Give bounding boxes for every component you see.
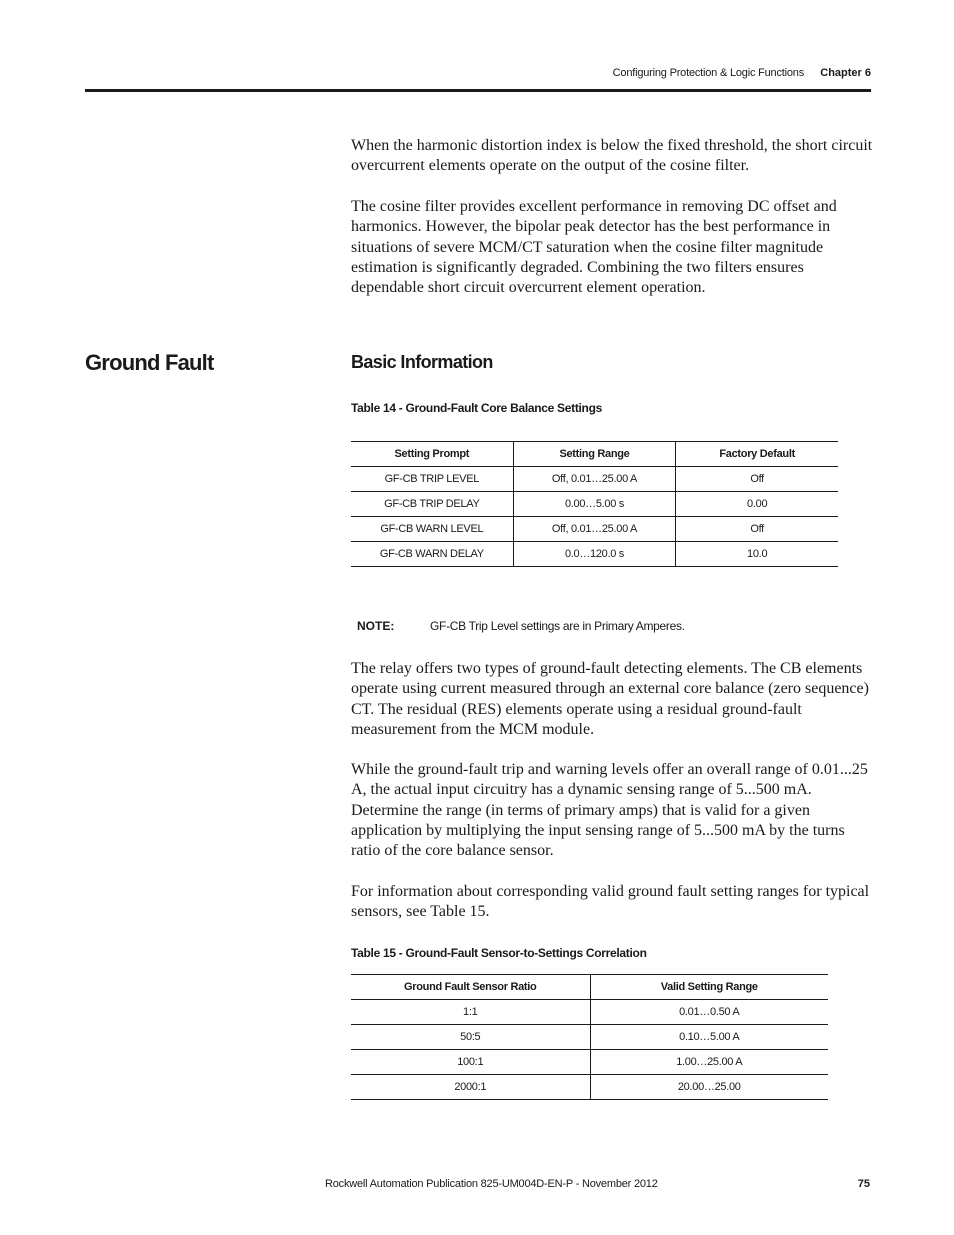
table-header-row xyxy=(351,442,838,467)
note-text: GF-CB Trip Level settings are in Primary Amperes. xyxy=(430,619,685,633)
table-row xyxy=(351,1050,828,1075)
body-paragraph: The relay offers two types of ground-fault detecting elements. The CB elements operate using current measured through an external core balance (zero sequence) CT. The residual (RES) elements operate using a residual ground-fault measurement from the MCM module. xyxy=(351,660,869,738)
table-cell: GF-CB WARN LEVEL xyxy=(351,517,513,542)
table-cell: Off, 0.01…25.00 A xyxy=(513,467,676,492)
section-title: Ground Fault xyxy=(85,350,214,375)
table-cell: Off, 0.01…25.00 A xyxy=(513,517,676,542)
table-row xyxy=(351,1075,828,1100)
ground-fault-sensor-settings-table xyxy=(351,974,828,1100)
table-header-cell: Ground Fault Sensor Ratio xyxy=(351,975,590,1000)
table-row xyxy=(351,1000,828,1025)
table15-caption: Table 15 - Ground-Fault Sensor-to-Settings Correlation xyxy=(351,946,647,960)
note-label: NOTE: xyxy=(357,619,395,633)
running-header-section: Configuring Protection & Logic Functions xyxy=(612,67,804,79)
table-cell: 50:5 xyxy=(351,1025,590,1050)
page-number: 75 xyxy=(857,1178,870,1190)
running-header-chapter: Chapter 6 xyxy=(820,67,871,79)
table-cell: GF-CB TRIP DELAY xyxy=(351,492,513,517)
footer-publication: Rockwell Automation Publication 825-UM004D-EN-P - November 2012 xyxy=(325,1178,658,1190)
table-row xyxy=(351,492,838,517)
table-cell: Off xyxy=(676,467,838,492)
table-header-cell: Factory Default xyxy=(676,442,838,467)
header-rule xyxy=(85,89,871,92)
intro-paragraph: The cosine filter provides excellent performance in removing DC offset and harmonics. However, the bipolar peak detector has the best performance in situations of severe MCM/CT saturation when the cosine filter magnitude estimation is significantly degraded. Combining the two filters ensures dependable short circuit overcurrent element operation. xyxy=(351,198,837,297)
subsection-title: Basic Information xyxy=(351,352,493,372)
ground-fault-core-balance-table xyxy=(351,441,838,567)
table-cell: 0.00…5.00 s xyxy=(513,492,676,517)
table-header-cell: Setting Prompt xyxy=(351,442,513,467)
body-paragraph: For information about corresponding valid ground fault setting ranges for typical sensors, see Table 15. xyxy=(351,883,870,921)
table-cell: 0.00 xyxy=(676,492,838,517)
table14-caption: Table 14 - Ground-Fault Core Balance Settings xyxy=(351,401,602,415)
table-cell: 100:1 xyxy=(351,1050,590,1075)
table-cell: 2000:1 xyxy=(351,1075,590,1100)
table-header-row xyxy=(351,975,828,1000)
table-header-cell: Setting Range xyxy=(513,442,676,467)
table-cell: 20.00…25.00 xyxy=(590,1075,828,1100)
intro-paragraph: When the harmonic distortion index is below the fixed threshold, the short circuit overcurrent elements operate on the output of the cosine filter. xyxy=(351,137,873,175)
table-row xyxy=(351,542,838,567)
table-row xyxy=(351,1025,828,1050)
table-cell: 0.01…0.50 A xyxy=(590,1000,828,1025)
table-cell: GF-CB WARN DELAY xyxy=(351,542,513,567)
table-cell: 0.0…120.0 s xyxy=(513,542,676,567)
table-cell: 1:1 xyxy=(351,1000,590,1025)
table-header-cell: Valid Setting Range xyxy=(590,975,828,1000)
table-cell: 0.10…5.00 A xyxy=(590,1025,828,1050)
body-paragraph: While the ground-fault trip and warning levels offer an overall range of 0.01...25 A, the actual input circuitry has a dynamic sensing range of 5...500 mA. Determine the range (in terms of primary amps) that is valid for a given application by multiplying the input sensing range of 5...500 mA by the turns ratio of the core balance sensor. xyxy=(351,761,868,860)
table-cell: Off xyxy=(676,517,838,542)
table-cell: 1.00…25.00 A xyxy=(590,1050,828,1075)
table-cell: GF-CB TRIP LEVEL xyxy=(351,467,513,492)
table-row xyxy=(351,467,838,492)
table-cell: 10.0 xyxy=(676,542,838,567)
table-row xyxy=(351,517,838,542)
